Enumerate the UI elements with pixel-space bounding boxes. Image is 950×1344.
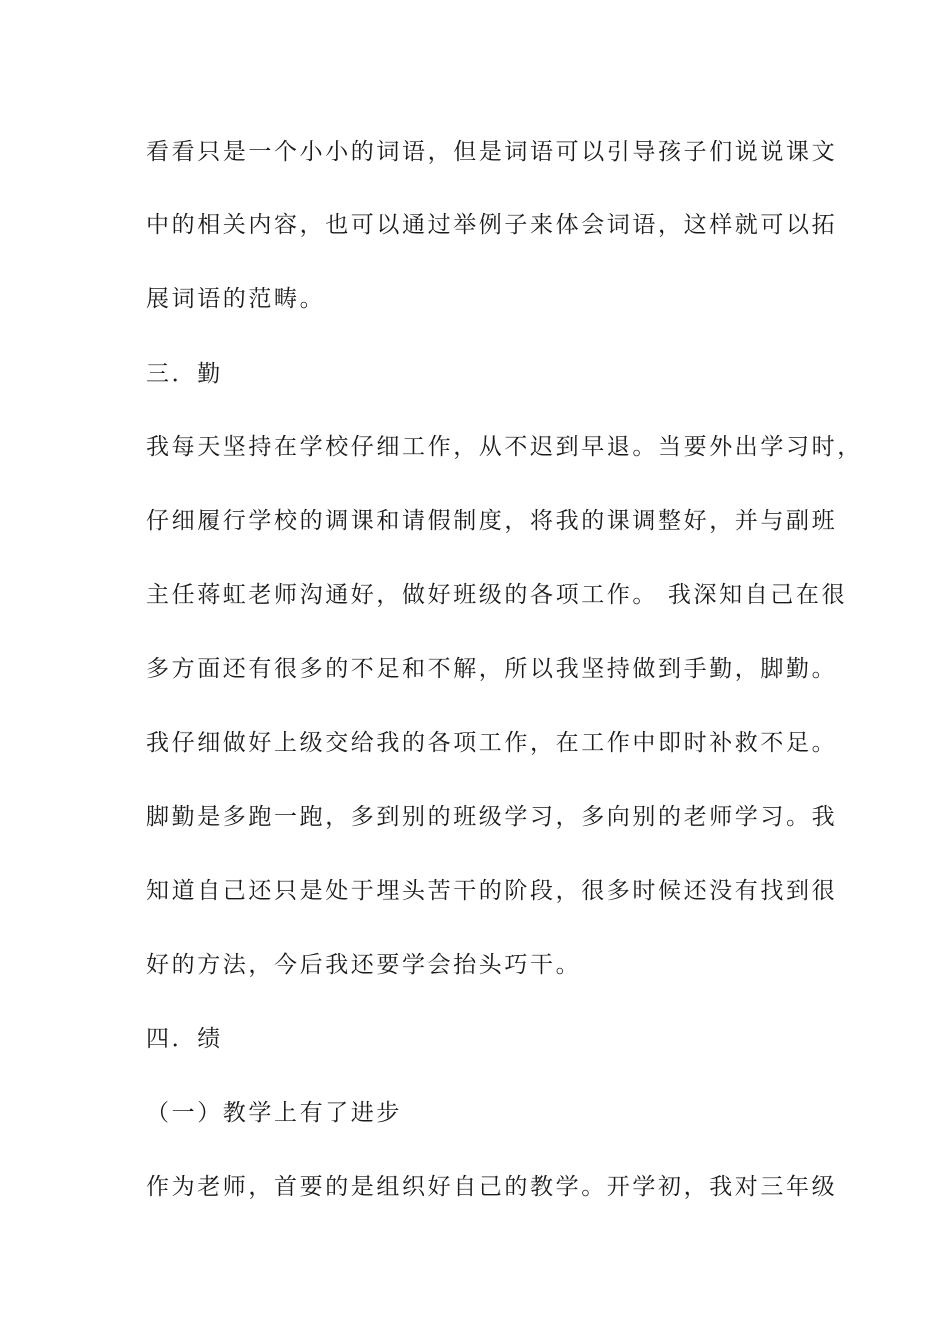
body-text-line: 我仔细做好上级交给我的各项工作，在工作中即时补救不足。: [146, 730, 838, 756]
body-text-line: 脚勤是多跑一跑，多到别的班级学习，多向别的老师学习。我: [146, 804, 838, 830]
subsection-heading: （一）教学上有了进步: [146, 1100, 402, 1126]
body-text-line: 仔细履行学校的调课和请假制度，将我的课调整好，并与副班: [146, 508, 838, 534]
body-text-line: 中的相关内容，也可以通过举例子来体会词语，这样就可以拓: [146, 212, 838, 238]
section-heading: 三．勤: [146, 361, 223, 387]
body-text-line: 多方面还有很多的不足和不解，所以我坚持做到手勤，脚勤。: [146, 656, 838, 682]
body-text-line: 我每天坚持在学校仔细工作，从不迟到早退。当要外出学习时，: [146, 434, 863, 460]
body-text-line: 知道自己还只是处于埋头苦干的阶段，很多时候还没有找到很: [146, 878, 838, 904]
body-text-line: 展词语的范畴。: [146, 286, 326, 312]
body-text-line: 好的方法，今后我还要学会抬头巧干。: [146, 952, 582, 978]
body-text-line: 作为老师，首要的是组织好自己的教学。开学初，我对三年级: [146, 1174, 838, 1200]
section-heading: 四．绩: [146, 1026, 223, 1052]
body-text-line: 看看只是一个小小的词语，但是词语可以引导孩子们说说课文: [146, 139, 838, 165]
body-text-line: 主任蒋虹老师沟通好，做好班级的各项工作。 我深知自己在很: [146, 582, 848, 608]
